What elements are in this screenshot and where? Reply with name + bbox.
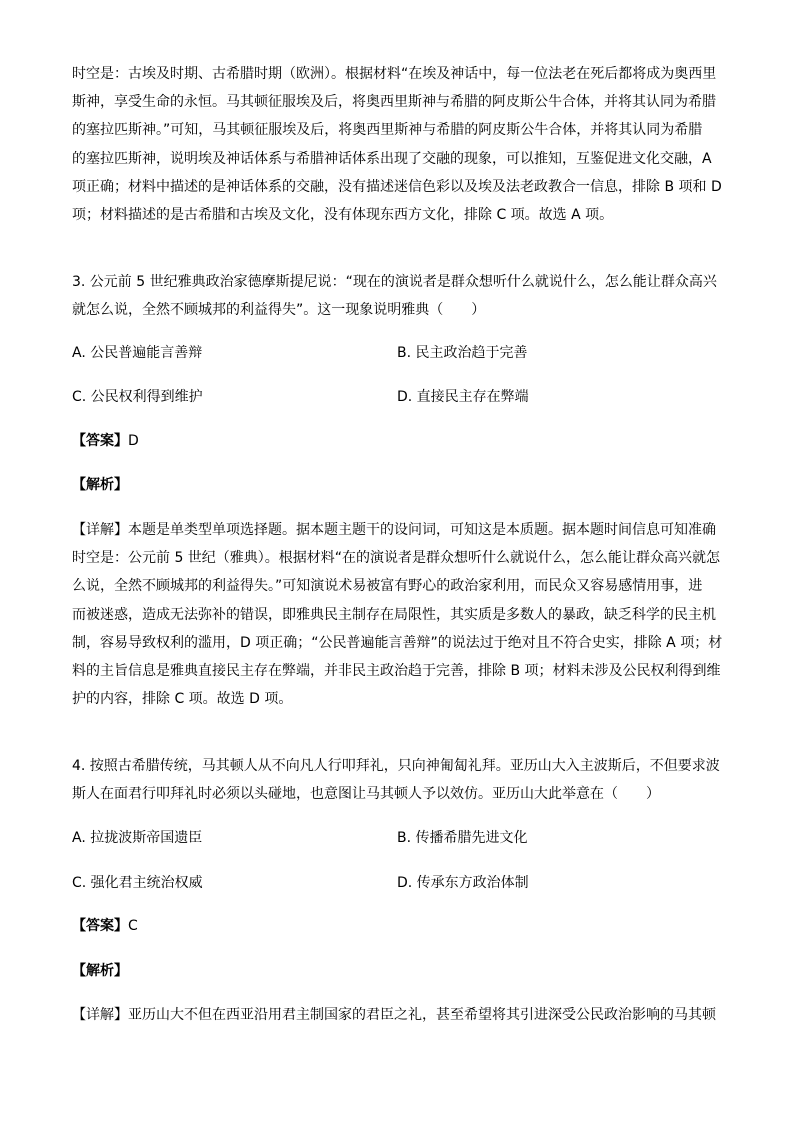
context-paragraph <box>72 60 722 229</box>
q4-option-a: A. 拉拢波斯帝国遗臣 <box>72 830 203 846</box>
context-line: 斯神，享受生命的永恒。马其顿征服埃及后，将奥西里斯神与希腊的阿皮斯公牛合体，并将其认同为希腊 <box>72 94 716 111</box>
q3-option-c: C. 公民权利得到维护 <box>72 389 203 405</box>
q3-option-b: B. 民主政治趋于完善 <box>397 345 528 361</box>
question-stem-line: 4. 按照古希腊传统，马其顿人从不向凡人行叩拜礼，只向神匍匐礼拜。亚历山大入主波斯后，不但要求波 <box>72 758 720 774</box>
answer-value: C <box>128 918 138 934</box>
question-stem-line: 3. 公元前 5 世纪雅典政治家德摩斯提尼说：“现在的演说者是群众想听什么就说什么，怎么能让群众高兴 <box>72 274 717 290</box>
answer-tag: 【答案】 <box>72 433 128 449</box>
context-line: 项；材料描述的是古希腊和古埃及文化，没有体现东西方文化，排除 C 项。故选 A 项。 <box>72 206 614 223</box>
detail-line: 时空是：公元前 5 世纪（雅典）。根据材料“在的演说者是群众想听什么就说什么，怎么能让群众高兴就怎 <box>72 550 721 567</box>
q4-detail <box>72 1001 722 1029</box>
q3-detail <box>72 516 722 713</box>
q4-option-b: B. 传播希腊先进文化 <box>397 830 528 846</box>
q4-option-d: D. 传承东方政治体制 <box>397 875 529 891</box>
q3-option-a: A. 公民普遍能言善辩 <box>72 345 203 361</box>
detail-line: 么说，全然不顾城邦的利益得失。”可知演说术易被富有野心的政治家利用，而民众又容易感情用事，进 <box>72 578 703 595</box>
context-line: 项正确；材料中描述的是神话体系的交融，没有描述迷信色彩以及埃及法老政教合一信息，排除 B 项和 D <box>72 178 722 195</box>
q4-option-c: C. 强化君主统治权威 <box>72 875 203 891</box>
question-4-stem <box>72 752 722 808</box>
detail-line: 料的主旨信息是雅典直接民主存在弊端，并非民主政治趋于完善，排除 B 项；材料未涉及公民权利得到维 <box>72 662 721 679</box>
detail-line: 【详解】本题是单类型单项选择题。据本题主题干的设问词，可知这是本质题。据本题时间信息可知准确 <box>72 522 716 538</box>
detail-line: 【详解】亚历山大不但在西亚沿用君主制国家的君臣之礼，甚至希望将其引进深受公民政治影响的马其顿 <box>72 1007 716 1023</box>
context-line: 时空是：古埃及时期、古希腊时期（欧洲）。根据材料“在埃及神话中，每一位法老在死后都将成为奥西里 <box>72 66 717 82</box>
detail-line: 护的内容，排除 C 项。故选 D 项。 <box>72 691 293 708</box>
question-3-stem <box>72 268 722 324</box>
answer-value: D <box>128 433 139 449</box>
question-stem-line: 就怎么说，全然不顾城邦的利益得失”。这一现象说明雅典（ ） <box>72 302 486 319</box>
q3-analysis-tag: 【解析】 <box>72 477 128 493</box>
context-line: 的塞拉匹斯神，说明埃及神话体系与希腊神话体系出现了交融的现象，可以推知，互鉴促进文化交融，A <box>72 150 712 167</box>
question-stem-line: 斯人在面君行叩拜礼时必须以头碰地，也意图让马其顿人予以效仿。亚历山大此举意在（ ） <box>72 786 660 803</box>
q3-option-d: D. 直接民主存在弊端 <box>397 389 529 405</box>
q4-analysis-tag: 【解析】 <box>72 963 128 979</box>
detail-line: 制，容易导致权利的滥用，D 项正确；“公民普遍能言善辩”的说法过于绝对且不符合史实，排除 A 项；材 <box>72 634 723 651</box>
detail-line: 而被迷惑，造成无法弥补的错误，即雅典民主制存在局限性，其实质是多数人的暴政，缺乏科学的民主机 <box>72 606 716 623</box>
context-line: 的塞拉匹斯神。”可知，马其顿征服埃及后，将奥西里斯神与希腊的阿皮斯公牛合体，并将其认同为希腊 <box>72 122 703 139</box>
q4-answer <box>72 916 138 936</box>
answer-tag: 【答案】 <box>72 918 128 934</box>
q3-answer <box>72 431 139 451</box>
